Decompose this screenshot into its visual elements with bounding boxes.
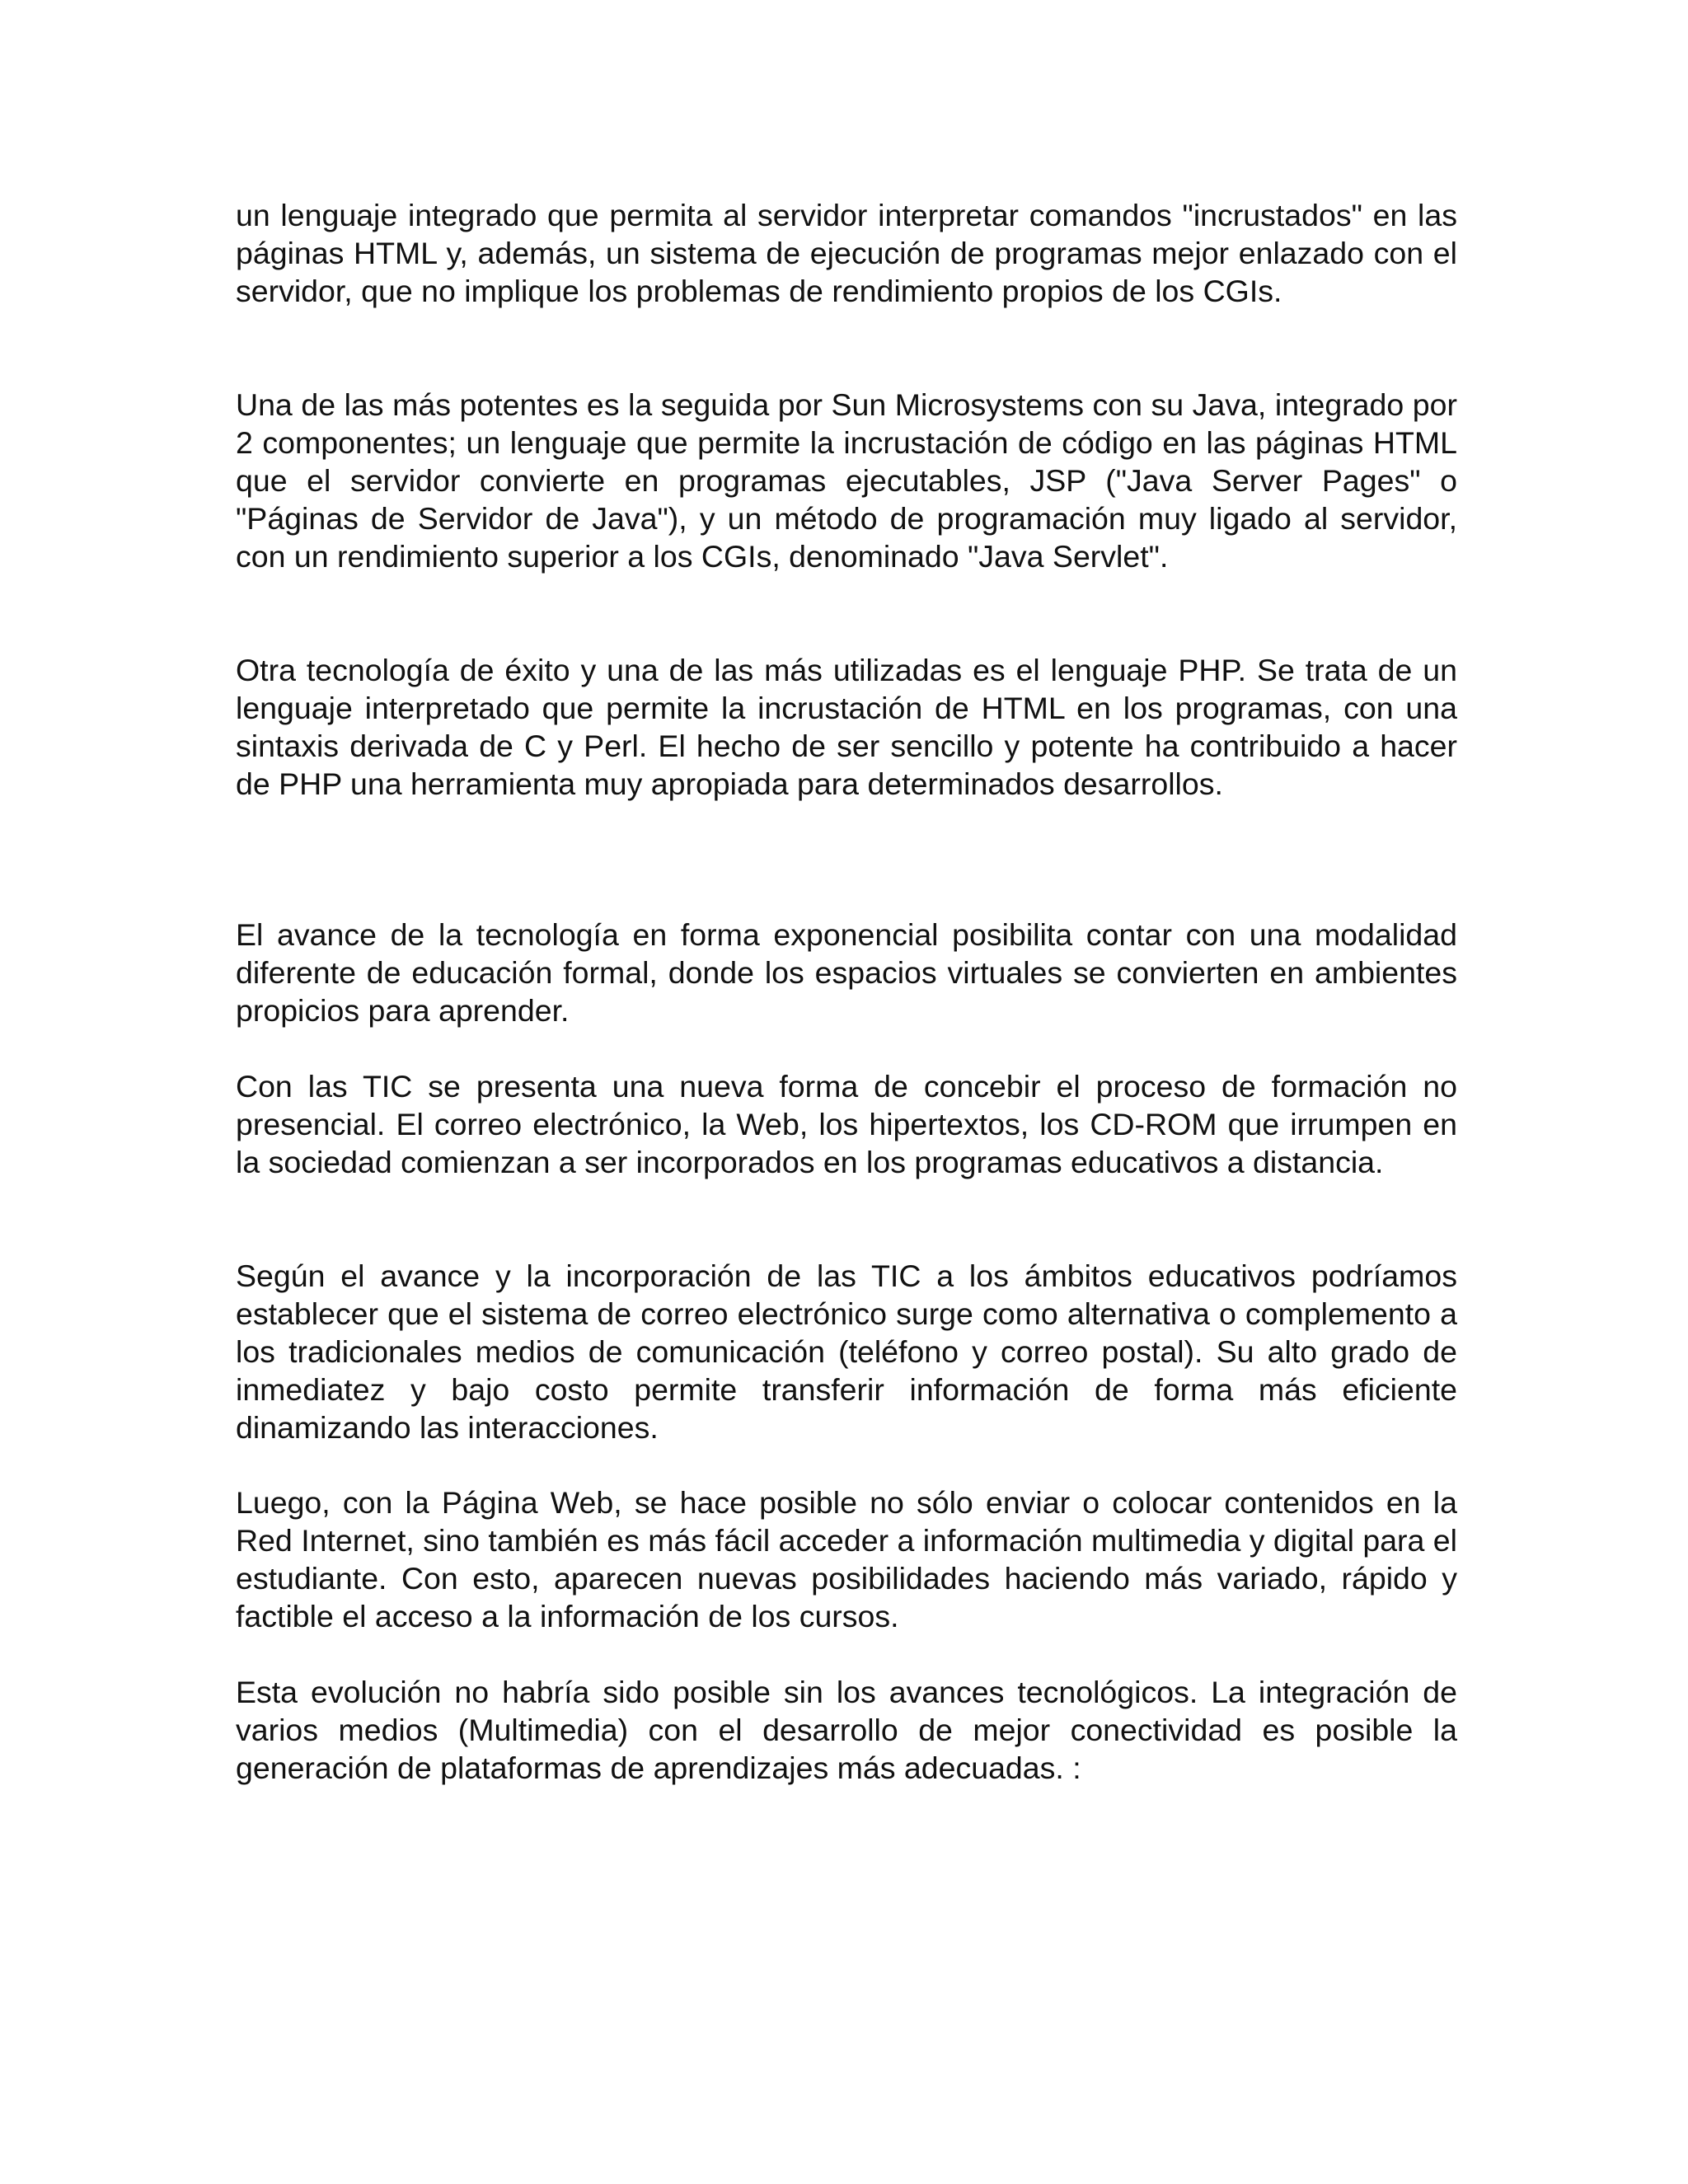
paragraph-pagina-web: Luego, con la Página Web, se hace posible no sólo enviar o colocar contenidos en la Red Internet, sino también es más fácil acceder a información multimedia y digital para el estudiante. Con esto, aparecen nuevas posibilidades haciendo más variado, rápido y factible el acceso a la información de los cursos.: [236, 1485, 1457, 1633]
paragraph-correo-electronico: Según el avance y la incorporación de las TIC a los ámbitos educativos podríamos establecer que el sistema de correo electrónico surge como alternativa o complemento a los tradicionales medios de comunicación (teléfono y correo postal). Su alto grado de inmediatez y bajo costo permite transferir información de forma más eficiente dinamizando las interacciones.: [236, 1258, 1457, 1445]
paragraph-avance-tecnologia: El avance de la tecnología en forma exponencial posibilita contar con una modalidad diferente de educación formal, donde los espacios virtuales se convierten en ambientes propicios para aprender.: [236, 917, 1457, 1028]
paragraph-java-sun: Una de las más potentes es la seguida por Sun Microsystems con su Java, integrado por 2 componentes; un lenguaje que permite la incrustación de código en las páginas HTML que el servidor convierte en programas ejecutables, JSP ("Java Server Pages" o "Páginas de Servidor de Java"), y un método de programación muy ligado al servidor, con un rendimiento superior a los CGIs, denominado "Java Servlet".: [236, 387, 1457, 574]
paragraph-evolucion: Esta evolución no habría sido posible sin los avances tecnológicos. La integración de varios medios (Multimedia) con el desarrollo de mejor conectividad es posible la generación de plataformas de aprendizajes más adecuadas. :: [236, 1675, 1457, 1785]
paragraph-php: Otra tecnología de éxito y una de las más utilizadas es el lenguaje PHP. Se trata de un lenguaje interpretado que permite la incrustación de HTML en los programas, con una sintaxis derivada de C y Perl. El hecho de ser sencillo y potente ha contribuido a hacer de PHP una herramienta muy apropiada para determinados desarrollos.: [236, 653, 1457, 801]
paragraph-lenguaje-integrado: un lenguaje integrado que permita al servidor interpretar comandos "incrustados" en las páginas HTML y, además, un sistema de ejecución de programas mejor enlazado con el servidor, que no implique los problemas de rendimiento propios de los CGIs.: [236, 198, 1457, 308]
paragraph-tic-formacion: Con las TIC se presenta una nueva forma de concebir el proceso de formación no presencial. El correo electrónico, la Web, los hipertextos, los CD-ROM que irrumpen en la sociedad comienzan a ser incorporados en los programas educativos a distancia.: [236, 1069, 1457, 1179]
